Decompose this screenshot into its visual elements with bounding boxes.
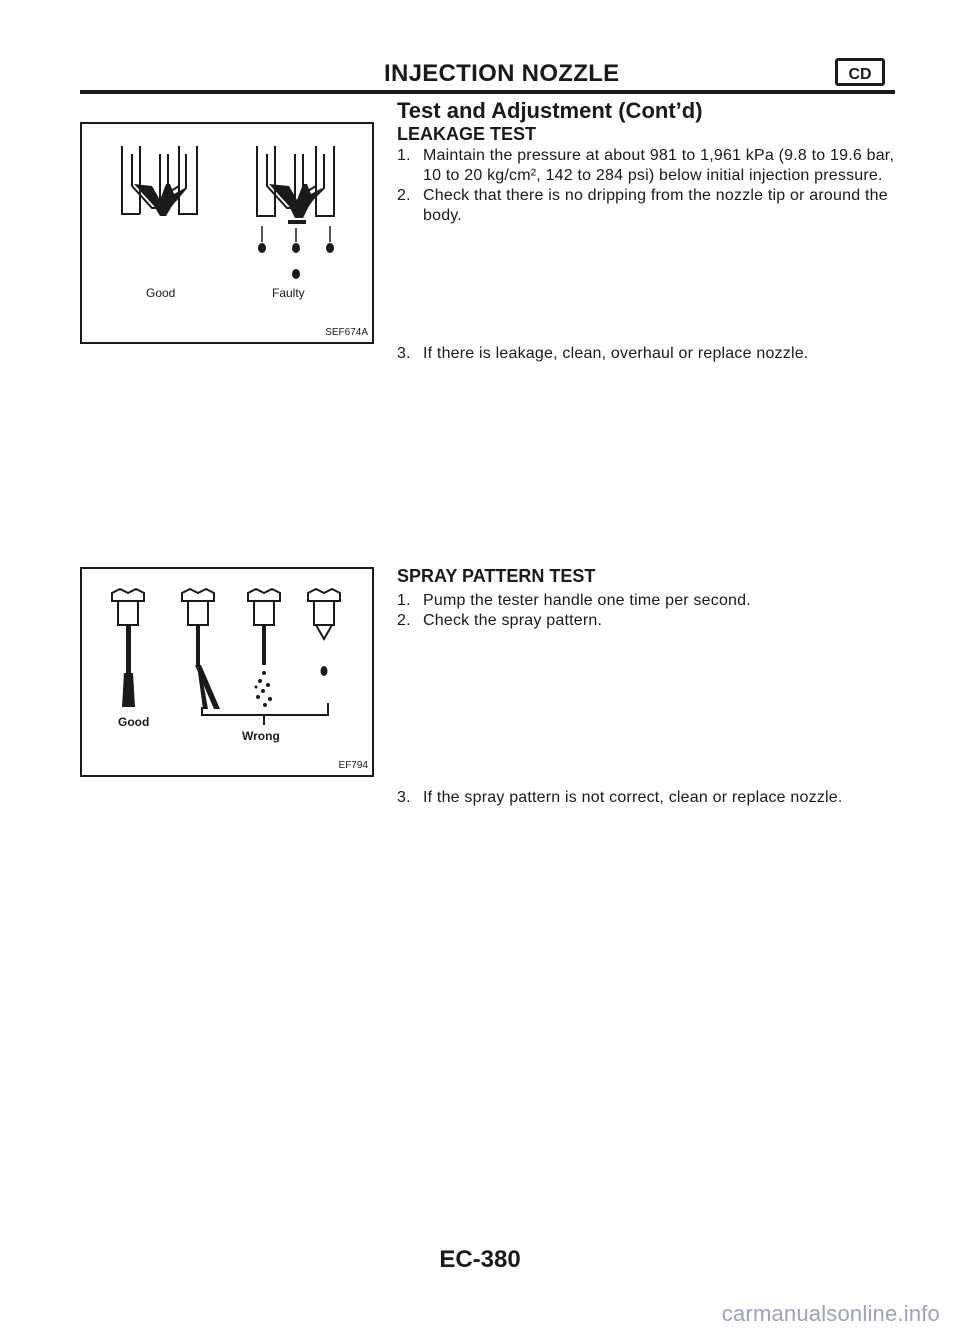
step-number: 1. bbox=[397, 592, 411, 609]
step-number: 1. bbox=[397, 147, 411, 164]
page-title: INJECTION NOZZLE bbox=[384, 60, 620, 87]
leakage-heading: LEAKAGE TEST bbox=[397, 124, 537, 144]
step-text: Check the spray pattern. bbox=[423, 612, 603, 629]
step-text: Pump the tester handle one time per second. bbox=[423, 592, 751, 609]
leakage-step-2 bbox=[397, 186, 895, 226]
leakage-step-3 bbox=[397, 344, 895, 364]
figure-code: EF794 bbox=[338, 760, 368, 771]
spray-step-1 bbox=[397, 591, 895, 611]
figure-code: SEF674A bbox=[325, 327, 368, 338]
spray-figure bbox=[80, 567, 374, 777]
step-text: If there is leakage, clean, overhaul or replace nozzle. bbox=[423, 345, 809, 362]
step-text: Maintain the pressure at about 981 to 1,961 kPa (9.8 to 19.6 bar, 10 to 20 kg/cm², 142 to 284 psi) below initial injection pressure. bbox=[423, 147, 895, 184]
step-text: Check that there is no dripping from the nozzle tip or around the body. bbox=[423, 187, 888, 224]
step-text: If the spray pattern is not correct, clean or replace nozzle. bbox=[423, 789, 843, 806]
step-number: 2. bbox=[397, 187, 411, 204]
step-number: 2. bbox=[397, 612, 411, 629]
spray-pattern-illustration bbox=[82, 569, 372, 775]
figure-label-good: Good bbox=[118, 715, 150, 729]
step-number: 3. bbox=[397, 345, 411, 362]
figure-label-good: Good bbox=[146, 286, 176, 300]
leakage-step-1 bbox=[397, 146, 895, 186]
page-number: EC-380 bbox=[439, 1246, 521, 1273]
spray-step-3 bbox=[397, 788, 895, 808]
figure-label-wrong: Wrong bbox=[242, 729, 280, 743]
section-badge: CD bbox=[835, 58, 885, 86]
spray-step-2 bbox=[397, 611, 895, 631]
watermark: carmanualsonline.info bbox=[721, 1301, 940, 1326]
header-rule bbox=[80, 90, 895, 94]
step-number: 3. bbox=[397, 789, 411, 806]
leakage-figure bbox=[80, 122, 374, 344]
leakage-steps bbox=[397, 146, 895, 226]
figure-label-faulty: Faulty bbox=[272, 286, 305, 300]
nozzle-leak-illustration bbox=[82, 124, 372, 342]
spray-steps bbox=[397, 591, 895, 631]
spray-heading: SPRAY PATTERN TEST bbox=[397, 566, 596, 586]
page-subtitle: Test and Adjustment (Cont’d) bbox=[397, 98, 703, 123]
